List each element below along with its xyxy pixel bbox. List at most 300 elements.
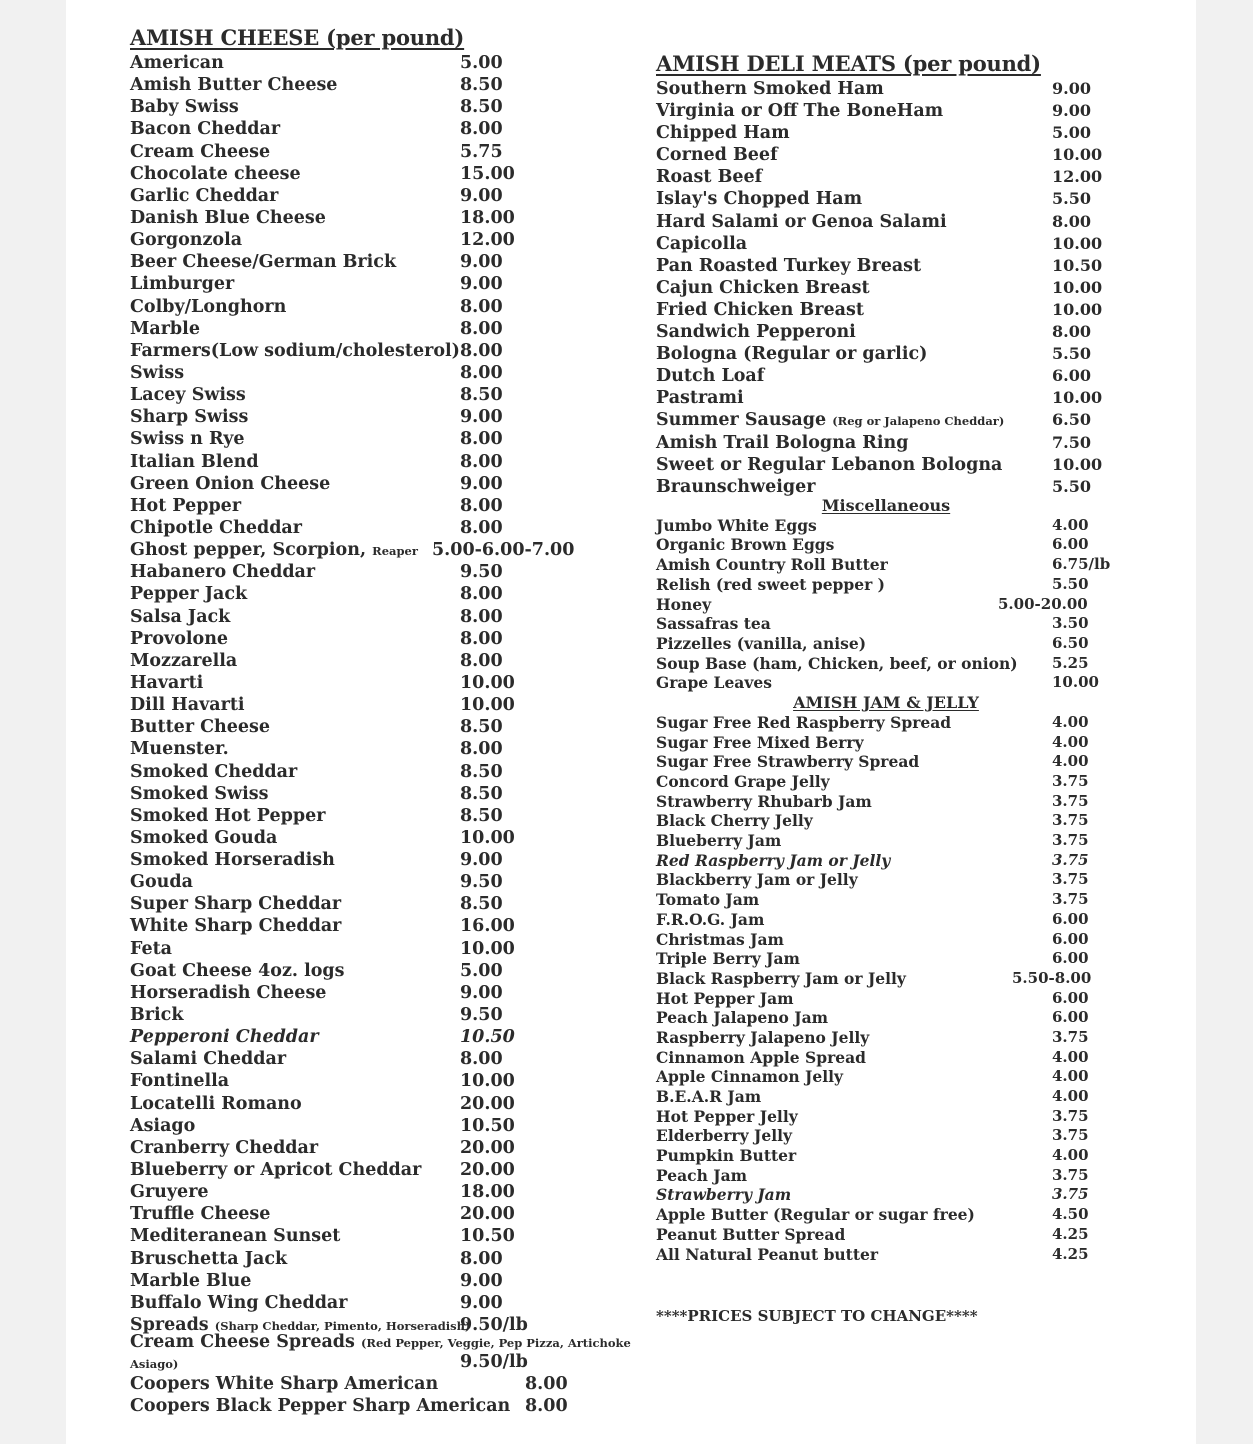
item-price: 8.00: [1052, 322, 1091, 342]
item-name: [130, 74, 337, 96]
item-price: 3.75: [1052, 811, 1089, 830]
item-name: [656, 1126, 792, 1145]
cream-spreads-price: 9.50/lb: [460, 1352, 528, 1372]
item-name-text: Cranberry Cheddar: [130, 1137, 319, 1158]
item-name: [656, 870, 858, 889]
item-name: [130, 960, 345, 982]
item-name-text: Smoked Swiss: [130, 783, 269, 804]
item-name: [130, 849, 335, 871]
item-price: 3.75: [1052, 1126, 1089, 1145]
item-name-text: Horseradish Cheese: [130, 982, 327, 1003]
list-item: [656, 969, 1116, 989]
item-name: [656, 575, 885, 594]
list-item: [130, 1248, 600, 1270]
list-item: [130, 982, 600, 1004]
item-name-text: Peach Jalapeno Jam: [656, 1008, 829, 1028]
item-price: 16.00: [460, 916, 515, 937]
item-name: [656, 614, 771, 633]
item-price: 5.00: [460, 960, 503, 981]
item-name: [656, 277, 870, 299]
item-price: 9.50: [460, 1005, 503, 1026]
item-name-text: Dutch Loaf: [656, 366, 765, 387]
item-name: [130, 207, 326, 229]
item-name: [130, 1115, 195, 1137]
item-name-text: Peach Jam: [656, 1165, 748, 1185]
item-name: [656, 166, 762, 188]
list-item: [130, 185, 600, 207]
item-name-text: Feta: [130, 938, 173, 959]
coopers-white-price: 8.00: [525, 1374, 568, 1394]
list-item: [130, 672, 600, 694]
item-note: (Sharp Cheddar, Pimento, Horseradish): [214, 1319, 471, 1334]
item-name: [656, 343, 927, 365]
item-name-text: Peanut Butter Spread: [656, 1224, 846, 1244]
item-name: [130, 473, 330, 495]
item-name: [656, 1048, 866, 1067]
list-item: [656, 535, 1116, 555]
item-name-text: Ghost pepper, Scorpion,: [130, 540, 367, 561]
item-name-text: Swiss: [130, 362, 185, 383]
list-item: [130, 1093, 600, 1115]
list-item: [130, 1225, 600, 1247]
list-item: [656, 1126, 1116, 1146]
item-name: [656, 516, 817, 535]
list-item: [130, 871, 600, 893]
list-item: [656, 277, 1116, 299]
list-item: [656, 387, 1116, 409]
item-price: 3.75: [1052, 791, 1089, 810]
list-item: [130, 52, 600, 74]
item-price: 8.50: [460, 805, 503, 826]
item-price: 5.50-8.00: [1012, 968, 1092, 987]
cheese-list: [130, 52, 600, 1336]
misc-list: [656, 516, 1116, 693]
item-name-text: Salami Cheddar: [130, 1049, 287, 1070]
item-price: 10.50: [460, 1115, 515, 1136]
list-item: [130, 628, 600, 650]
item-name-text: Beer Cheese/German Brick: [130, 252, 397, 273]
item-price: 3.75: [1052, 890, 1089, 909]
item-name-text: Lacey Swiss: [130, 385, 246, 406]
item-name-text: Amish Butter Cheese: [130, 75, 338, 96]
item-name: [130, 163, 301, 185]
list-item: [656, 595, 1116, 615]
item-price: 4.00: [1052, 732, 1089, 751]
item-name-text: Jumbo White Eggs: [656, 515, 817, 535]
item-name-text: Apple Butter (Regular or sugar free): [656, 1205, 975, 1225]
list-item: [656, 1028, 1116, 1048]
item-price: 6.00: [1052, 366, 1091, 386]
item-name: [130, 1248, 287, 1270]
item-name-text: Super Sharp Cheddar: [130, 894, 342, 915]
list-item: [130, 1159, 600, 1181]
list-item: [656, 454, 1116, 476]
item-name: [656, 144, 778, 166]
item-price: 6.00: [1052, 929, 1089, 948]
item-name: [130, 738, 229, 760]
item-name: [130, 716, 270, 738]
list-item: [656, 890, 1116, 910]
item-name: [130, 583, 247, 605]
item-price: 4.00: [1052, 1067, 1089, 1086]
item-price: 5.50: [1052, 574, 1089, 593]
item-name-text: Smoked Horseradish: [130, 850, 335, 871]
item-price: 6.75/lb: [1052, 555, 1111, 574]
list-item: [130, 1181, 600, 1203]
item-name: [656, 831, 781, 850]
item-name-text: Braunschweiger: [656, 476, 816, 497]
item-name: [656, 1185, 791, 1204]
item-price: 8.50: [460, 75, 503, 96]
list-item: [656, 166, 1116, 188]
item-name-text: Pepperoni Cheddar: [130, 1027, 319, 1048]
list-item: [656, 100, 1116, 122]
item-name: [656, 387, 744, 409]
item-name-text: Cinnamon Apple Spread: [656, 1047, 866, 1067]
item-name-text: Elderberry Jelly: [656, 1126, 792, 1146]
item-price: 9.00: [460, 274, 503, 295]
list-item: [656, 654, 1116, 674]
item-price: 10.00: [1052, 299, 1103, 319]
list-item: [130, 251, 600, 273]
list-item: [130, 495, 600, 517]
item-name-text: Black Cherry Jelly: [656, 811, 813, 831]
item-name: [656, 1008, 828, 1027]
item-price: 20.00: [460, 1160, 515, 1181]
item-name-text: Bologna (Regular or garlic): [656, 344, 928, 365]
item-name: [656, 792, 872, 811]
item-name-text: All Natural Peanut butter: [656, 1244, 879, 1264]
item-name: [130, 805, 325, 827]
item-name: [656, 595, 711, 614]
item-name-text: Capicolla: [656, 233, 748, 254]
item-name-text: Sugar Free Red Raspberry Spread: [656, 712, 952, 732]
list-item: [130, 561, 600, 583]
item-name-text: Mediteranean Sunset: [130, 1226, 341, 1247]
item-price: 15.00: [460, 163, 515, 184]
item-name: [130, 650, 237, 672]
item-price: 4.00: [1052, 712, 1089, 731]
list-item: [130, 1203, 600, 1225]
item-name-text: Butter Cheese: [130, 717, 271, 738]
item-name: [130, 1292, 348, 1314]
item-price: 6.50: [1052, 633, 1089, 652]
item-name: [130, 1070, 229, 1092]
item-name: [130, 229, 242, 251]
item-price: 6.00: [1052, 909, 1089, 928]
item-name-text: American: [130, 53, 224, 73]
item-name-text: Fried Chicken Breast: [656, 299, 864, 320]
item-name-text: Locatelli Romano: [130, 1093, 302, 1114]
list-item: [130, 406, 600, 428]
item-price: 8.00: [460, 318, 503, 339]
item-price: 5.00-20.00: [998, 594, 1088, 613]
item-name-text: Garlic Cheddar: [130, 185, 279, 206]
item-name-text: Bacon Cheddar: [130, 119, 281, 140]
list-item: [656, 476, 1116, 498]
item-name-text: Raspberry Jalapeno Jelly: [656, 1027, 870, 1047]
cream-spreads-name: Cream Cheese Spreads: [130, 1332, 355, 1352]
list-item: [656, 575, 1116, 595]
item-name: [656, 555, 888, 574]
item-name: [656, 890, 759, 909]
list-item: [130, 539, 600, 561]
item-name-text: Soup Base (ham, Chicken, beef, or onion): [656, 653, 1018, 673]
coopers-black-name: Coopers Black Pepper Sharp American: [130, 1396, 511, 1416]
item-name: [130, 362, 184, 384]
list-item: [130, 296, 600, 318]
list-item: [656, 432, 1116, 454]
item-name: [656, 733, 864, 752]
list-item: [656, 1146, 1116, 1166]
item-name-text: Baby Swiss: [130, 97, 239, 118]
item-name: [130, 96, 239, 118]
item-price: 8.50: [460, 783, 503, 804]
item-name: [130, 761, 297, 783]
item-name-text: White Sharp Cheddar: [130, 916, 342, 937]
item-price: 9.00: [460, 473, 503, 494]
item-price: 6.00: [1052, 1008, 1089, 1027]
list-item: [656, 144, 1116, 166]
item-price: 4.00: [1052, 515, 1089, 534]
item-name: [656, 1028, 869, 1047]
list-item: [656, 792, 1116, 812]
item-price: 8.00: [460, 650, 503, 671]
list-item: [656, 122, 1116, 144]
list-item: [656, 409, 1116, 431]
item-name-text: Provolone: [130, 628, 229, 649]
item-name-text: Gouda: [130, 872, 193, 893]
list-item: [130, 1270, 600, 1292]
item-name-text: Hot Pepper Jam: [656, 988, 794, 1008]
item-name: [656, 1146, 796, 1165]
list-item: [130, 318, 600, 340]
item-name-text: Swiss n Rye: [130, 429, 245, 450]
item-name: [656, 1067, 843, 1086]
item-price: 4.50: [1052, 1205, 1089, 1224]
item-name-text: Spreads: [130, 1315, 209, 1336]
list-item: [656, 1087, 1116, 1107]
item-price: 9.50: [460, 562, 503, 583]
item-price: 20.00: [460, 1093, 515, 1114]
item-price: 6.00: [1052, 949, 1089, 968]
item-name: [130, 1225, 340, 1247]
item-name: [130, 694, 245, 716]
item-name: [656, 100, 943, 122]
list-item: [656, 733, 1116, 753]
item-name-text: Smoked Hot Pepper: [130, 805, 326, 826]
item-price: 8.00: [460, 517, 503, 538]
list-item: [656, 949, 1116, 969]
prices-note: ****PRICES SUBJECT TO CHANGE****: [656, 1307, 978, 1325]
item-name: [130, 251, 396, 273]
item-name-text: Smoked Gouda: [130, 827, 278, 848]
item-price: 5.00: [1052, 123, 1091, 143]
item-price: 9.00: [1052, 101, 1091, 121]
list-item: [130, 716, 600, 738]
item-name: [656, 654, 1018, 673]
list-item: [656, 772, 1116, 792]
item-name: [656, 454, 1002, 476]
list-item: [656, 555, 1116, 575]
item-name: [130, 384, 246, 406]
list-item: [656, 365, 1116, 387]
item-name-text: Virginia or Off The BoneHam: [656, 101, 944, 122]
item-price: 8.00: [460, 451, 503, 472]
item-name: [656, 122, 790, 144]
list-item: [130, 1137, 600, 1159]
item-name: [130, 1093, 302, 1115]
item-price: 20.00: [460, 1137, 515, 1158]
list-item: [130, 650, 600, 672]
item-name-text: Relish (red sweet pepper ): [656, 574, 885, 594]
list-item: [656, 321, 1116, 343]
item-name-text: Muenster.: [130, 739, 229, 760]
list-item: [130, 1292, 600, 1314]
item-price: 3.75: [1052, 1106, 1089, 1125]
item-price: 4.00: [1052, 752, 1089, 771]
item-name-text: Sassafras tea: [656, 614, 771, 634]
list-item: [130, 849, 600, 871]
item-name: [656, 188, 862, 210]
item-name: [656, 1087, 761, 1106]
item-name: [130, 561, 315, 583]
item-name: [130, 915, 341, 937]
item-price: 3.75: [1052, 772, 1089, 791]
item-name: [656, 255, 921, 277]
item-price: 12.00: [1052, 167, 1103, 187]
item-price: 10.00: [460, 938, 515, 959]
item-name: [656, 409, 1004, 432]
item-name: [130, 428, 245, 450]
item-price: 9.00: [460, 252, 503, 273]
item-name: [130, 1159, 421, 1181]
list-item: [130, 1070, 600, 1092]
item-price: 3.75: [1052, 1185, 1089, 1204]
list-item: [656, 1225, 1116, 1245]
list-item: [130, 805, 600, 827]
item-name-text: Organic Brown Eggs: [656, 535, 835, 555]
item-name-text: F.R.O.G. Jam: [656, 909, 765, 929]
item-name: [656, 989, 794, 1008]
item-price: 10.00: [460, 1071, 515, 1092]
list-item: [656, 78, 1116, 100]
item-name: [656, 432, 908, 454]
item-name: [656, 673, 772, 692]
item-name-text: Bruschetta Jack: [130, 1248, 288, 1269]
item-price: 8.00: [460, 296, 503, 317]
misc-heading: Miscellaneous: [821, 495, 951, 515]
item-price: 10.50: [460, 1226, 515, 1247]
item-name: [130, 1048, 286, 1070]
item-price: 20.00: [460, 1204, 515, 1225]
list-item: [656, 188, 1116, 210]
jam-list: [656, 713, 1116, 1264]
item-price: 12.00: [460, 230, 515, 251]
item-name-text: Gruyere: [130, 1182, 209, 1203]
list-item: [130, 96, 600, 118]
list-item: [130, 74, 600, 96]
item-price: 8.00: [460, 362, 503, 383]
item-name-text: Black Raspberry Jam or Jelly: [656, 968, 906, 988]
item-price: 3.75: [1052, 1027, 1089, 1046]
item-price: 8.00: [460, 739, 503, 760]
item-name-text: Chipped Ham: [656, 123, 790, 144]
item-name: [656, 811, 813, 830]
item-price: 4.00: [1052, 1146, 1089, 1165]
item-name: [130, 783, 268, 805]
item-name-text: Marble Blue: [130, 1270, 252, 1291]
list-item: [656, 1185, 1116, 1205]
item-price: 4.00: [1052, 1087, 1089, 1106]
item-price: 5.25: [1052, 653, 1089, 672]
item-name: [130, 52, 224, 74]
item-price: 8.00: [460, 495, 503, 516]
item-name-text: Hot Pepper: [130, 495, 242, 516]
item-name-text: Gorgonzola: [130, 230, 243, 251]
item-name: [130, 141, 270, 163]
list-item: [130, 738, 600, 760]
item-price: 9.50: [460, 872, 503, 893]
item-name-text: B.E.A.R Jam: [656, 1087, 762, 1107]
list-item: [656, 299, 1116, 321]
item-price: 10.00: [1052, 145, 1103, 165]
item-name-text: Blueberry or Apricot Cheddar: [130, 1160, 422, 1181]
list-item: [130, 1115, 600, 1137]
item-name-text: Concord Grape Jelly: [656, 772, 830, 792]
item-name: [656, 211, 947, 233]
item-name: [130, 1137, 318, 1159]
item-name: [656, 713, 951, 732]
item-name-text: Islay's Chopped Ham: [656, 189, 863, 210]
list-item: [656, 1205, 1116, 1225]
item-price: 4.00: [1052, 1047, 1089, 1066]
cheese-title: AMISH CHEESE (per pound): [130, 25, 465, 50]
list-item: [656, 910, 1116, 930]
item-name: [656, 78, 884, 100]
list-item: [130, 915, 600, 937]
item-price: 8.50: [460, 97, 503, 118]
item-name: [130, 273, 234, 295]
jam-heading: AMISH JAM & JELLY: [793, 692, 979, 712]
item-name: [656, 1166, 747, 1185]
item-price: 5.50: [1052, 344, 1091, 364]
item-name: [130, 628, 228, 650]
item-price: 5.50: [1052, 189, 1091, 209]
item-price: 6.00: [1052, 535, 1089, 554]
item-note: Reaper: [372, 544, 418, 559]
item-name: [130, 672, 203, 694]
item-name-text: Sharp Swiss: [130, 407, 249, 428]
item-name: [656, 1225, 845, 1244]
item-price: 9.00: [1052, 79, 1091, 98]
item-name: [656, 365, 764, 387]
item-name-text: Dill Havarti: [130, 695, 245, 716]
item-name-text: Smoked Cheddar: [130, 761, 298, 782]
item-price: 10.00: [1052, 277, 1103, 297]
item-price: 3.75: [1052, 850, 1089, 869]
item-name-text: Asiago: [130, 1115, 196, 1136]
item-name: [130, 539, 418, 562]
list-item: [130, 473, 600, 495]
list-item: [130, 207, 600, 229]
item-name-text: Brick: [130, 1005, 184, 1026]
item-name-text: Marble: [130, 318, 200, 339]
cream-cheese-spreads: [130, 1332, 631, 1352]
list-item: [656, 634, 1116, 654]
item-price: 10.00: [460, 672, 515, 693]
list-item: [656, 989, 1116, 1009]
